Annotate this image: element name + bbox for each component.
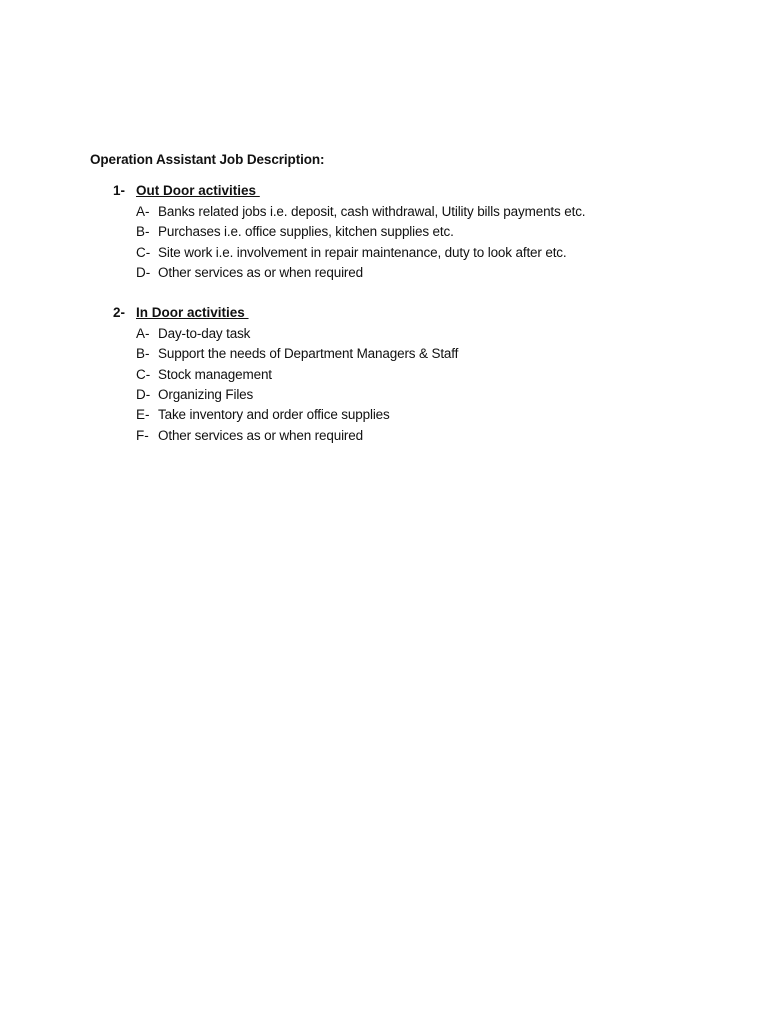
list-item-letter: B- [136,346,150,362]
list-item [90,202,730,222]
list-item [90,426,730,446]
section-indoor-activities [90,303,730,446]
list-item [90,365,730,385]
list-item [90,405,730,425]
list-item [90,385,730,405]
list-item-text: Other services as or when required [158,427,363,443]
list-item-letter: E- [136,407,150,423]
list-item-text: Other services as or when required [158,264,363,280]
list-item-text: Organizing Files [158,386,254,402]
list-item-letter: A- [136,325,150,341]
list-item-text: Site work i.e. involvement in repair maintenance, duty to look after etc. [158,244,567,260]
list-item [90,344,730,364]
document-title: Operation Assistant Job Description: [90,152,325,167]
list-item-text: Support the needs of Department Managers & Staff [158,346,459,362]
list-item-letter: F- [136,427,149,443]
list-item-letter: B- [136,224,150,240]
list-item-letter: C- [136,244,151,260]
list-item-text: Stock management [158,366,272,382]
list-item-text: Banks related jobs i.e. deposit, cash withdrawal, Utility bills payments etc. [158,203,586,219]
list-item-letter: D- [136,386,151,402]
list-item-text: Take inventory and order office supplies [158,407,390,423]
list-item-text: Purchases i.e. office supplies, kitchen supplies etc. [158,224,454,240]
list-item [90,263,730,283]
list-item [90,222,730,242]
section-heading [90,181,730,201]
section-outdoor-activities [90,181,730,283]
list-item-text: Day-to-day task [158,325,251,341]
list-item [90,324,730,344]
list-item-letter: D- [136,264,151,280]
section-heading [90,303,730,323]
document-body [90,150,730,446]
section-number: 2- [113,305,126,321]
list-item [90,243,730,263]
list-item-letter: A- [136,203,150,219]
section-title: Out Door activities [136,183,260,199]
section-title: In Door activities [136,305,249,321]
section-number: 1- [113,183,126,199]
list-item-letter: C- [136,366,151,382]
